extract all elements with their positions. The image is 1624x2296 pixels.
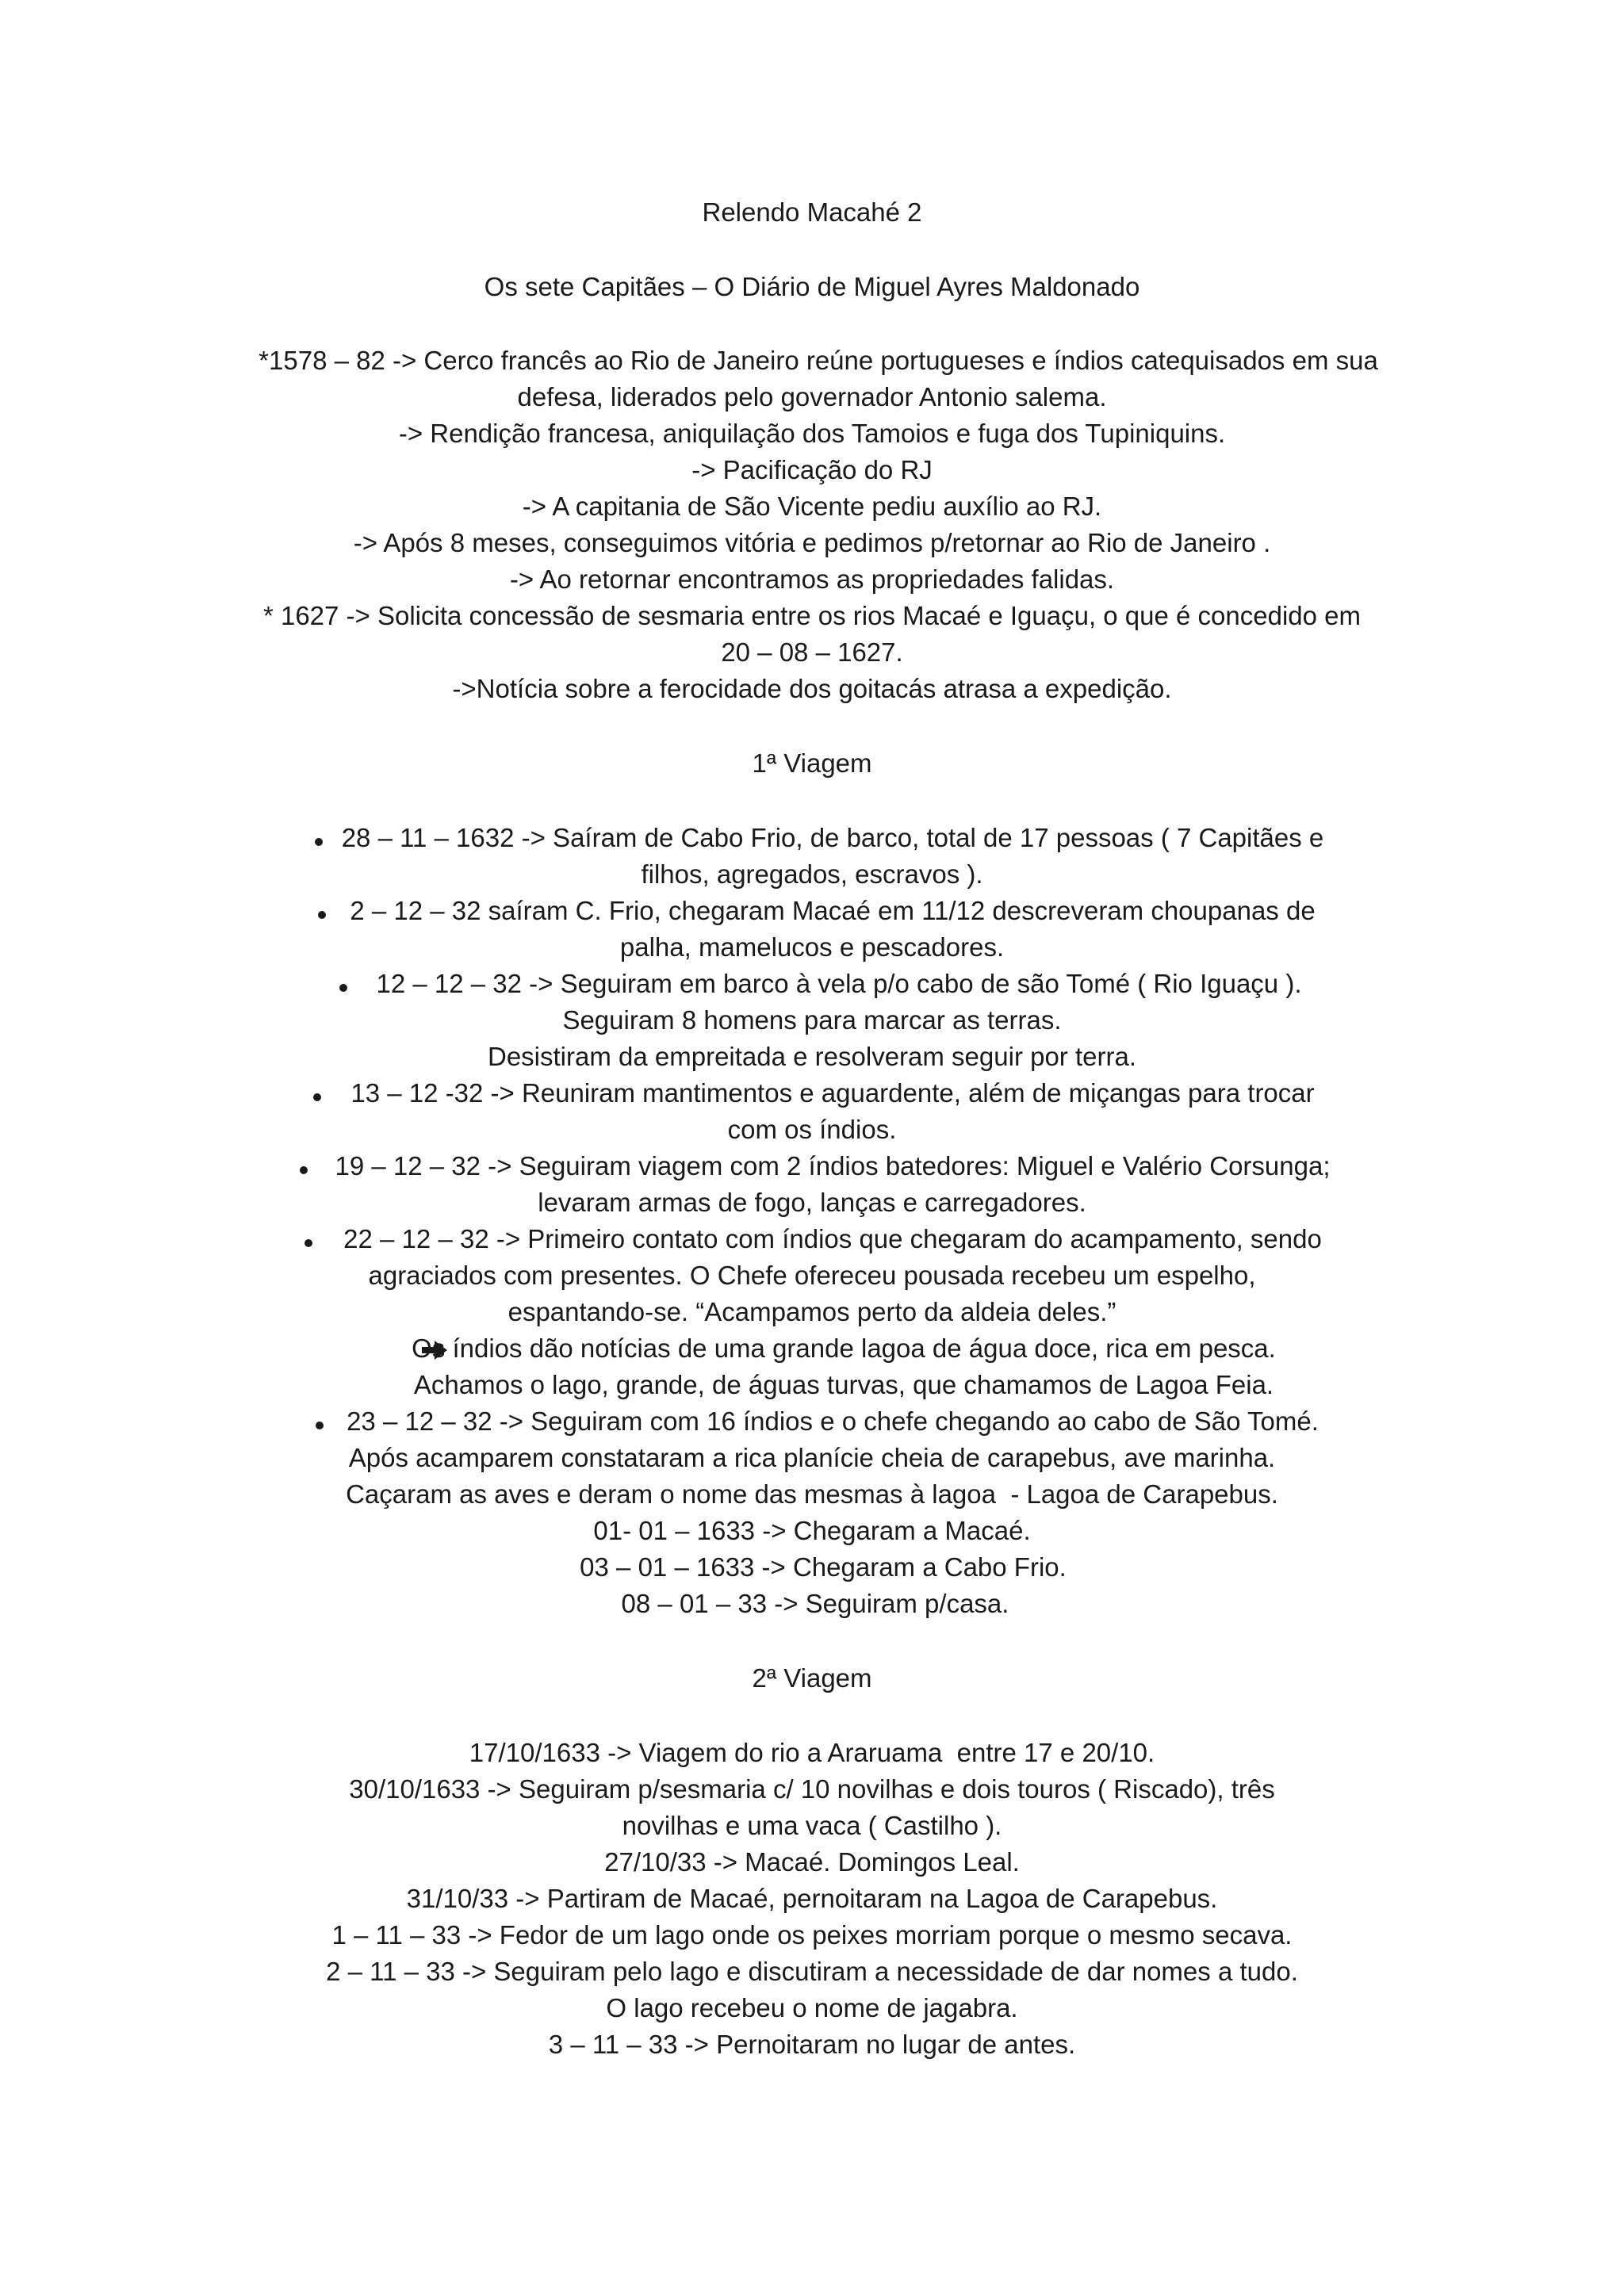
document-subtitle: Os sete Capitães – O Diário de Miguel Ayres Maldonado — [484, 272, 1140, 301]
trip2-line: 3 – 11 – 33 -> Pernoitaram no lugar de antes. — [548, 2030, 1076, 2059]
intro-line: -> Após 8 meses, conseguimos vitória e pedimos p/retornar ao Rio de Janeiro . — [353, 528, 1271, 557]
trip1-line: 22 – 12 – 32 -> Primeiro contato com índios que chegaram do acampamento, sendo — [343, 1224, 1322, 1253]
intro-line: ->Notícia sobre a ferocidade dos goitacás atrasa a expedição. — [452, 674, 1172, 703]
trip2-line: 1 – 11 – 33 -> Fedor de um lago onde os peixes morriam porque o mesmo secava. — [331, 1920, 1293, 1950]
trip1-line: 2 – 12 – 32 saíram C. Frio, chegaram Macaé em 11/12 descreveram choupanas de — [350, 896, 1316, 925]
trip1-line: Seguiram 8 homens para marcar as terras. — [562, 1005, 1062, 1035]
trip1-line: Caçaram as aves e deram o nome das mesmas à lagoa - Lagoa de Carapebus. — [346, 1479, 1278, 1509]
trip1-line: filhos, agregados, escravos ). — [641, 859, 983, 889]
trip1-line: Achamos o lago, grande, de águas turvas, que chamamos de Lagoa Feia. — [413, 1370, 1274, 1399]
trip2-line: 2 – 11 – 33 -> Seguiram pelo lago e discutiram a necessidade de dar nomes a tudo. — [326, 1957, 1298, 1986]
trip2-line: 30/10/1633 -> Seguiram p/sesmaria c/ 10 novilhas e dois touros ( Riscado), três — [349, 1774, 1275, 1804]
trip1-line: 28 – 11 – 1632 -> Saíram de Cabo Frio, de barco, total de 17 pessoas ( 7 Capitães e — [341, 823, 1324, 852]
trip1-line: 13 – 12 -32 -> Reuniram mantimentos e aguardente, além de miçangas para trocar — [350, 1078, 1315, 1108]
trip2-line: 31/10/33 -> Partiram de Macaé, pernoitaram na Lagoa de Carapebus. — [406, 1884, 1218, 1913]
intro-line: 20 – 08 – 1627. — [721, 637, 903, 667]
trip1-line: espantando-se. “Acampamos perto da aldeia deles.” — [508, 1297, 1116, 1326]
trip1-line: 03 – 01 – 1633 -> Chegaram a Cabo Frio. — [580, 1552, 1067, 1582]
trip2-line: O lago recebeu o nome de jagabra. — [606, 1993, 1018, 2022]
intro-line: * 1627 -> Solicita concessão de sesmaria entre os rios Macaé e Iguaçu, o que é concedido em — [262, 601, 1362, 630]
trip1-line: Desistiram da empreitada e resolveram seguir por terra. — [488, 1042, 1136, 1071]
intro-line: -> Rendição francesa, aniquilação dos Tamoios e fuga dos Tupiniquins. — [398, 419, 1226, 448]
trip1-line: palha, mamelucos e pescadores. — [619, 932, 1005, 962]
trip1-line: agraciados com presentes. O Chefe ofereceu pousada recebeu um espelho, — [368, 1261, 1256, 1290]
trip1-line: 08 – 01 – 33 -> Seguiram p/casa. — [621, 1589, 1009, 1618]
trip1-heading: 1ª Viagem — [752, 748, 872, 778]
intro-line: -> Pacificação do RJ — [691, 455, 933, 484]
trip1-line: 23 – 12 – 32 -> Seguiram com 16 índios e o chefe chegando ao cabo de São Tomé. — [347, 1406, 1319, 1436]
trip2-heading: 2ª Viagem — [752, 1663, 872, 1693]
intro-line: defesa, liderados pelo governador Antonio salema. — [517, 382, 1107, 411]
intro-line: *1578 – 82 -> Cerco francês ao Rio de Janeiro reúne portugueses e índios catequisados em sua — [259, 346, 1378, 375]
trip1-line: levaram armas de fogo, lanças e carregadores. — [538, 1188, 1086, 1217]
document-title: Relendo Macahé 2 — [702, 197, 922, 227]
trip2-line: 17/10/1633 -> Viagem do rio a Araruama entre 17 e 20/10. — [469, 1738, 1155, 1767]
trip1-line: com os índios. — [727, 1115, 897, 1144]
trip1-line: Após acamparem constataram a rica planície cheia de carapebus, ave marinha. — [348, 1443, 1276, 1472]
trip1-line: Os índios dão notícias de uma grande lagoa de água doce, rica em pesca. — [412, 1334, 1276, 1363]
trip2-line: novilhas e uma vaca ( Castilho ). — [622, 1811, 1002, 1840]
intro-line: -> A capitania de São Vicente pediu auxílio ao RJ. — [522, 492, 1102, 521]
trip1-line: 19 – 12 – 32 -> Seguiram viagem com 2 índios batedores: Miguel e Valério Corsunga; — [335, 1151, 1331, 1181]
trip1-line: 12 – 12 – 32 -> Seguiram em barco à vela p/o cabo de são Tomé ( Rio Iguaçu ). — [376, 969, 1302, 998]
intro-line: -> Ao retornar encontramos as propriedades falidas. — [509, 564, 1115, 594]
trip2-line: 27/10/33 -> Macaé. Domingos Leal. — [604, 1847, 1020, 1877]
trip1-line: 01- 01 – 1633 -> Chegaram a Macaé. — [593, 1516, 1031, 1545]
